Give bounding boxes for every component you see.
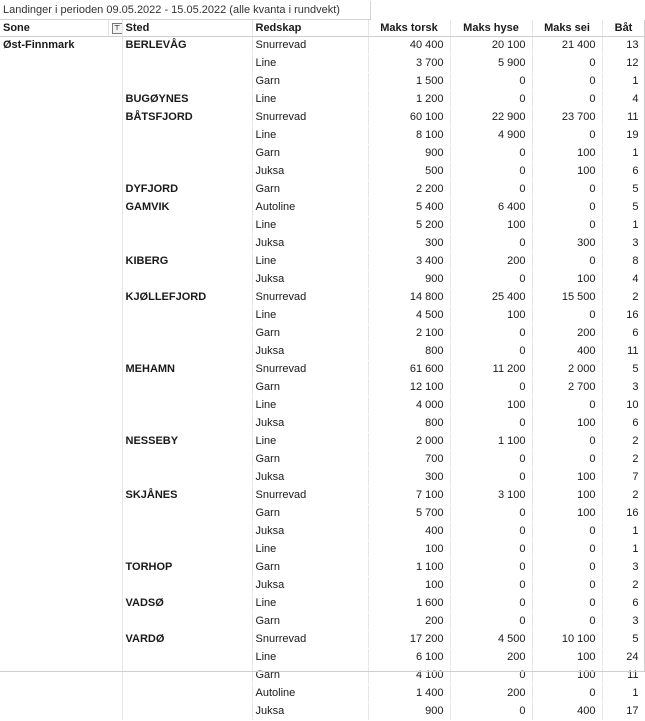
filter-button[interactable] [108,20,122,37]
cell-maks-hyse[interactable]: 200 [450,253,532,271]
cell-maks-torsk[interactable]: 900 [368,703,450,721]
cell-maks-sei[interactable]: 100 [532,649,602,667]
cell-maks-hyse[interactable]: 0 [450,469,532,487]
cell-maks-hyse[interactable]: 4 500 [450,631,532,649]
header-sone[interactable]: Sone [0,20,108,37]
header-row [0,20,645,37]
cell-maks-hyse[interactable]: 20 100 [450,37,532,55]
cell-bat[interactable]: 11 [602,343,645,361]
header-maks-torsk[interactable]: Maks torsk [368,20,450,37]
cell-sted[interactable] [122,703,252,721]
cell-redskap[interactable]: Juksa [252,163,368,181]
cell-maks-torsk[interactable]: 12 100 [368,379,450,397]
cell-redskap[interactable]: Snurrevad [252,361,368,379]
cell-redskap[interactable]: Garn [252,73,368,91]
cell-maks-torsk[interactable]: 14 800 [368,289,450,307]
cell-maks-hyse[interactable]: 0 [450,145,532,163]
cell-maks-hyse[interactable]: 0 [450,91,532,109]
cell-maks-hyse[interactable]: 0 [450,613,532,631]
cell-sted[interactable] [122,217,252,235]
cell-maks-torsk[interactable]: 1 600 [368,595,450,613]
cell-maks-torsk[interactable]: 2 000 [368,433,450,451]
report-caption: Landinger i perioden 09.05.2022 - 15.05.2022 (alle kvanta i rundvekt) [3,4,340,16]
cell-maks-torsk[interactable]: 700 [368,451,450,469]
cell-maks-hyse[interactable]: 3 100 [450,487,532,505]
cell-redskap[interactable]: Snurrevad [252,487,368,505]
cell-maks-sei[interactable]: 0 [532,91,602,109]
cell-bat[interactable]: 1 [602,73,645,91]
cell-redskap[interactable]: Line [252,541,368,559]
cell-maks-sei[interactable]: 0 [532,181,602,199]
cell-redskap[interactable]: Garn [252,613,368,631]
cell-maks-hyse[interactable]: 6 400 [450,199,532,217]
cell-redskap[interactable]: Snurrevad [252,109,368,127]
cell-sted[interactable] [122,451,252,469]
cell-bat[interactable]: 11 [602,667,645,685]
cell-maks-sei[interactable]: 2 700 [532,379,602,397]
cell-maks-torsk[interactable]: 1 400 [368,685,450,703]
cell-maks-sei[interactable]: 0 [532,559,602,577]
cell-redskap[interactable]: Snurrevad [252,631,368,649]
cell-maks-sei[interactable]: 100 [532,145,602,163]
cell-maks-sei[interactable]: 0 [532,73,602,91]
cell-bat[interactable]: 3 [602,379,645,397]
cell-redskap[interactable]: Garn [252,181,368,199]
cell-maks-sei[interactable]: 100 [532,271,602,289]
cell-maks-hyse[interactable]: 0 [450,451,532,469]
cell-maks-sei[interactable]: 2 000 [532,361,602,379]
cell-sted[interactable]: NESSEBY [122,433,252,451]
cell-sted[interactable]: KJØLLEFJORD [122,289,252,307]
cell-sted[interactable] [122,469,252,487]
cell-maks-hyse[interactable]: 0 [450,595,532,613]
cell-maks-torsk[interactable]: 6 100 [368,649,450,667]
cell-redskap[interactable]: Juksa [252,343,368,361]
cell-bat[interactable]: 2 [602,433,645,451]
cell-maks-hyse[interactable]: 0 [450,577,532,595]
cell-redskap[interactable]: Line [252,433,368,451]
cell-sted[interactable]: BUGØYNES [122,91,252,109]
cell-maks-hyse[interactable]: 0 [450,163,532,181]
cell-maks-hyse[interactable]: 0 [450,379,532,397]
cell-sted[interactable] [122,55,252,73]
cell-bat[interactable]: 10 [602,397,645,415]
cell-redskap[interactable]: Snurrevad [252,37,368,55]
header-sted[interactable]: Sted [122,20,252,37]
cell-sted[interactable] [122,325,252,343]
cell-maks-sei[interactable]: 100 [532,469,602,487]
cell-redskap[interactable]: Juksa [252,703,368,721]
header-bat[interactable]: Båt [602,20,645,37]
cell-bat[interactable]: 5 [602,199,645,217]
cell-sted[interactable]: KIBERG [122,253,252,271]
cell-sted[interactable]: BÅTSFJORD [122,109,252,127]
cell-maks-torsk[interactable]: 3 400 [368,253,450,271]
cell-maks-hyse[interactable]: 0 [450,541,532,559]
cell-sted[interactable] [122,73,252,91]
filter-icon[interactable]: ⊤ [112,23,123,34]
cell-maks-torsk[interactable]: 60 100 [368,109,450,127]
cell-maks-hyse[interactable]: 0 [450,415,532,433]
cell-maks-torsk[interactable]: 3 700 [368,55,450,73]
cell-redskap[interactable]: Juksa [252,523,368,541]
cell-bat[interactable]: 1 [602,685,645,703]
cell-bat[interactable]: 5 [602,361,645,379]
cell-redskap[interactable]: Autoline [252,199,368,217]
cell-bat[interactable]: 13 [602,37,645,55]
cell-sted[interactable] [122,649,252,667]
cell-redskap[interactable]: Line [252,307,368,325]
cell-maks-hyse[interactable]: 100 [450,217,532,235]
table-row [0,37,645,55]
cell-bat[interactable]: 6 [602,595,645,613]
cell-maks-sei[interactable]: 0 [532,55,602,73]
cell-redskap[interactable]: Line [252,91,368,109]
cell-redskap[interactable]: Line [252,595,368,613]
cell-redskap[interactable]: Garn [252,379,368,397]
cell-bat[interactable]: 1 [602,541,645,559]
cell-maks-sei[interactable]: 0 [532,577,602,595]
cell-sted[interactable] [122,415,252,433]
cell-maks-hyse[interactable]: 5 900 [450,55,532,73]
cell-sted[interactable] [122,577,252,595]
cell-redskap[interactable]: Line [252,55,368,73]
cell-maks-torsk[interactable]: 400 [368,523,450,541]
cell-sted[interactable] [122,379,252,397]
cell-maks-torsk[interactable]: 100 [368,577,450,595]
cell-sted[interactable] [122,667,252,685]
cell-maks-sei[interactable]: 100 [532,667,602,685]
cell-maks-hyse[interactable]: 1 100 [450,433,532,451]
cell-redskap[interactable]: Line [252,127,368,145]
cell-redskap[interactable]: Autoline [252,685,368,703]
cell-bat[interactable]: 1 [602,217,645,235]
cell-maks-hyse[interactable]: 0 [450,667,532,685]
cell-maks-sei[interactable]: 100 [532,415,602,433]
cell-maks-hyse[interactable]: 0 [450,235,532,253]
cell-maks-torsk[interactable]: 800 [368,343,450,361]
cell-redskap[interactable]: Line [252,397,368,415]
cell-bat[interactable]: 3 [602,559,645,577]
cell-redskap[interactable]: Garn [252,505,368,523]
cell-bat[interactable]: 4 [602,91,645,109]
cell-bat[interactable]: 3 [602,235,645,253]
cell-maks-sei[interactable]: 0 [532,541,602,559]
cell-maks-torsk[interactable]: 1 100 [368,559,450,577]
cell-maks-torsk[interactable]: 1 200 [368,91,450,109]
cell-maks-sei[interactable]: 0 [532,397,602,415]
cell-sted[interactable]: VADSØ [122,595,252,613]
cell-redskap[interactable]: Snurrevad [252,289,368,307]
cell-maks-hyse[interactable]: 0 [450,73,532,91]
cell-bat[interactable]: 4 [602,271,645,289]
cell-maks-sei[interactable]: 0 [532,613,602,631]
cell-maks-torsk[interactable]: 17 200 [368,631,450,649]
cell-redskap[interactable]: Line [252,253,368,271]
cell-bat[interactable]: 2 [602,289,645,307]
cell-sted[interactable]: VARDØ [122,631,252,649]
cell-maks-hyse[interactable]: 100 [450,307,532,325]
cell-maks-torsk[interactable]: 5 700 [368,505,450,523]
cell-sted[interactable] [122,271,252,289]
cell-bat[interactable]: 17 [602,703,645,721]
cell-sted[interactable]: MEHAMN [122,361,252,379]
cell-sted[interactable]: DYFJORD [122,181,252,199]
header-maks-hyse[interactable]: Maks hyse [450,20,532,37]
cell-maks-hyse[interactable]: 11 200 [450,361,532,379]
cell-maks-torsk[interactable]: 4 500 [368,307,450,325]
cell-maks-torsk[interactable]: 100 [368,541,450,559]
cell-maks-sei[interactable]: 15 500 [532,289,602,307]
cell-maks-torsk[interactable]: 900 [368,271,450,289]
cell-maks-sei[interactable]: 100 [532,487,602,505]
cell-maks-sei[interactable]: 100 [532,163,602,181]
cell-bat[interactable]: 6 [602,163,645,181]
cell-maks-sei[interactable]: 10 100 [532,631,602,649]
cell-bat[interactable]: 11 [602,109,645,127]
cell-maks-hyse[interactable]: 200 [450,649,532,667]
cell-redskap[interactable]: Line [252,217,368,235]
cell-bat[interactable]: 5 [602,181,645,199]
cell-maks-hyse[interactable]: 100 [450,397,532,415]
cell-maks-hyse[interactable]: 0 [450,505,532,523]
cell-maks-torsk[interactable]: 2 200 [368,181,450,199]
cell-maks-sei[interactable]: 23 700 [532,109,602,127]
cell-bat[interactable]: 19 [602,127,645,145]
cell-redskap[interactable]: Juksa [252,235,368,253]
cell-maks-sei[interactable]: 200 [532,325,602,343]
cell-redskap[interactable]: Garn [252,325,368,343]
cell-maks-torsk[interactable]: 2 100 [368,325,450,343]
cell-maks-torsk[interactable]: 4 100 [368,667,450,685]
cell-bat[interactable]: 16 [602,307,645,325]
cell-bat[interactable]: 2 [602,577,645,595]
cell-bat[interactable]: 1 [602,523,645,541]
cell-maks-sei[interactable]: 0 [532,451,602,469]
cell-sted[interactable] [122,523,252,541]
cell-redskap[interactable]: Juksa [252,415,368,433]
cell-maks-torsk[interactable]: 900 [368,145,450,163]
cell-maks-hyse[interactable]: 25 400 [450,289,532,307]
cell-sted[interactable]: SKJÅNES [122,487,252,505]
cell-maks-sei[interactable]: 0 [532,595,602,613]
cell-bat[interactable]: 1 [602,145,645,163]
cell-maks-torsk[interactable]: 500 [368,163,450,181]
cell-maks-torsk[interactable]: 300 [368,235,450,253]
cell-redskap[interactable]: Garn [252,451,368,469]
cell-maks-torsk[interactable]: 800 [368,415,450,433]
landings-table [0,20,645,721]
cell-sted[interactable] [122,397,252,415]
cell-redskap[interactable]: Juksa [252,271,368,289]
cell-redskap[interactable]: Garn [252,559,368,577]
cell-sted[interactable] [122,613,252,631]
cell-bat[interactable]: 2 [602,451,645,469]
cell-maks-hyse[interactable]: 0 [450,703,532,721]
cell-maks-sei[interactable]: 0 [532,685,602,703]
cell-maks-sei[interactable]: 0 [532,217,602,235]
cell-bat[interactable]: 8 [602,253,645,271]
cell-maks-torsk[interactable]: 5 200 [368,217,450,235]
cell-sted[interactable] [122,127,252,145]
cell-maks-hyse[interactable]: 0 [450,181,532,199]
cell-bat[interactable]: 12 [602,55,645,73]
cell-maks-sei[interactable]: 0 [532,127,602,145]
cell-maks-hyse[interactable]: 0 [450,325,532,343]
cell-redskap[interactable]: Juksa [252,469,368,487]
cell-maks-sei[interactable]: 400 [532,703,602,721]
cell-maks-hyse[interactable]: 0 [450,343,532,361]
cell-sted[interactable] [122,163,252,181]
cell-sone[interactable]: Øst-Finnmark [0,37,122,721]
cell-sted[interactable] [122,235,252,253]
cell-bat[interactable]: 24 [602,649,645,667]
cell-sted[interactable] [122,505,252,523]
cell-maks-torsk[interactable]: 200 [368,613,450,631]
cell-bat[interactable]: 16 [602,505,645,523]
table-body [0,37,645,721]
cell-maks-sei[interactable]: 300 [532,235,602,253]
cell-redskap[interactable]: Juksa [252,577,368,595]
cell-bat[interactable]: 5 [602,631,645,649]
cell-maks-torsk[interactable]: 300 [368,469,450,487]
cell-redskap[interactable]: Garn [252,667,368,685]
cell-maks-sei[interactable]: 0 [532,307,602,325]
cell-sted[interactable] [122,541,252,559]
cell-sted[interactable] [122,307,252,325]
cell-bat[interactable]: 3 [602,613,645,631]
cell-sted[interactable]: BERLEVÅG [122,37,252,55]
cell-maks-sei[interactable]: 400 [532,343,602,361]
cell-sted[interactable] [122,685,252,703]
cell-bat[interactable]: 6 [602,325,645,343]
cell-maks-hyse[interactable]: 4 900 [450,127,532,145]
cell-maks-torsk[interactable]: 8 100 [368,127,450,145]
cell-sted[interactable] [122,145,252,163]
cell-bat[interactable]: 2 [602,487,645,505]
cell-maks-torsk[interactable]: 4 000 [368,397,450,415]
cell-maks-torsk[interactable]: 1 500 [368,73,450,91]
cell-maks-sei[interactable]: 0 [532,253,602,271]
cell-maks-hyse[interactable]: 200 [450,685,532,703]
cell-maks-torsk[interactable]: 7 100 [368,487,450,505]
cell-maks-torsk[interactable]: 61 600 [368,361,450,379]
cell-maks-torsk[interactable]: 40 400 [368,37,450,55]
header-redskap[interactable]: Redskap [252,20,368,37]
cell-redskap[interactable]: Garn [252,145,368,163]
cell-maks-sei[interactable]: 100 [532,505,602,523]
cell-redskap[interactable]: Line [252,649,368,667]
cell-maks-hyse[interactable]: 0 [450,523,532,541]
cell-bat[interactable]: 6 [602,415,645,433]
cell-sted[interactable]: TORHOP [122,559,252,577]
cell-sted[interactable]: GAMVIK [122,199,252,217]
cell-maks-hyse[interactable]: 22 900 [450,109,532,127]
cell-maks-torsk[interactable]: 5 400 [368,199,450,217]
cell-maks-hyse[interactable]: 0 [450,271,532,289]
header-maks-sei[interactable]: Maks sei [532,20,602,37]
cell-maks-hyse[interactable]: 0 [450,559,532,577]
cell-maks-sei[interactable]: 0 [532,433,602,451]
cell-maks-sei[interactable]: 0 [532,199,602,217]
cell-maks-sei[interactable]: 21 400 [532,37,602,55]
cell-sted[interactable] [122,343,252,361]
cell-bat[interactable]: 7 [602,469,645,487]
cell-maks-sei[interactable]: 0 [532,523,602,541]
